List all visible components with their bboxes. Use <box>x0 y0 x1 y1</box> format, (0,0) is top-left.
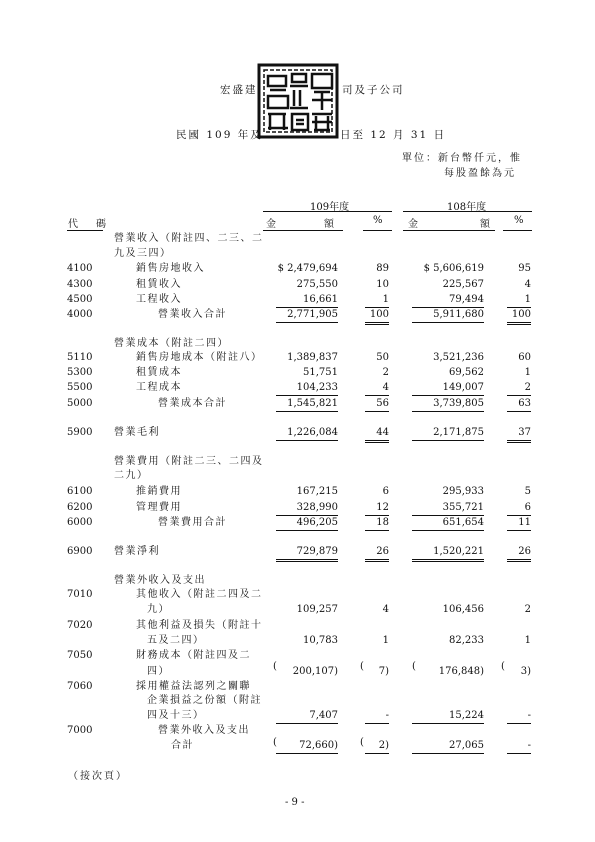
row-label: 營業毛利 <box>114 427 160 438</box>
row-label: 營業收入（附註四、二三、二 <box>114 233 264 244</box>
amount-108: 1,520,221 <box>412 544 484 562</box>
amount-109: 275,550 <box>296 279 338 290</box>
company-seal-stamp <box>256 62 340 140</box>
table-row <box>0 307 595 322</box>
percent-108: 4 <box>524 279 531 290</box>
period-left: 民國 109 年及 <box>176 129 263 141</box>
percent-109: 1 <box>382 635 389 646</box>
percent-109: 2) <box>365 738 389 754</box>
amount-108: 3,521,236 <box>433 352 484 363</box>
percent-108: 63 <box>507 396 531 412</box>
amount-header-108-right: 額 <box>480 219 490 230</box>
amount-108: 82,233 <box>449 635 484 646</box>
row-code: 7010 <box>67 589 93 600</box>
amount-108: 79,494 <box>412 292 484 308</box>
percent-109: 2 <box>382 367 389 378</box>
row-label: 四及十三） <box>147 710 205 721</box>
table-row <box>0 723 595 738</box>
percent-109: - <box>365 708 389 724</box>
row-code: 4500 <box>67 294 93 305</box>
amount-108: 27,065 <box>412 738 484 754</box>
percent-109: 18 <box>365 515 389 531</box>
percent-108: - <box>507 708 531 724</box>
table-row <box>0 231 595 246</box>
row-code: 6900 <box>67 546 93 557</box>
table-row <box>0 277 595 292</box>
percent-109: 100 <box>365 307 389 325</box>
percent-109: 89 <box>376 263 389 274</box>
row-code: 4000 <box>67 309 93 320</box>
percent-108: 6 <box>507 500 531 516</box>
year-header-108: 108年度 <box>447 202 487 213</box>
row-label: 營業淨利 <box>114 546 160 557</box>
row-label: 營業外收入及支出 <box>114 575 206 586</box>
row-label: 營業收入合計 <box>158 309 227 320</box>
amount-108: 651,654 <box>412 515 484 531</box>
table-row <box>0 544 595 559</box>
amount-108: 15,224 <box>412 708 484 724</box>
row-label: 五及二四） <box>147 635 205 646</box>
table-row <box>0 738 595 753</box>
percent-108: 60 <box>518 352 531 363</box>
table-row <box>0 515 595 530</box>
amount-108: 295,933 <box>442 486 484 497</box>
row-label: 營業成本合計 <box>158 398 227 409</box>
row-code: 4300 <box>67 279 93 290</box>
table-row <box>0 587 595 602</box>
percent-108: - <box>507 738 531 754</box>
amount-header-109-left: 金 <box>266 219 276 230</box>
year-header-109: 109年度 <box>310 202 350 213</box>
row-label: 二九） <box>114 470 149 481</box>
table-row <box>0 633 595 648</box>
row-label: 租賃收入 <box>136 279 182 290</box>
row-label: 九及三四） <box>114 248 172 259</box>
open-paren-7000-109: ( <box>273 737 277 748</box>
amount-109: 2,771,905 <box>276 307 338 323</box>
percent-109: 6 <box>382 486 389 497</box>
amount-109: 496,205 <box>276 515 338 531</box>
percent-109: 26 <box>365 544 389 562</box>
unit-line-1: 單位：新台幣仟元，惟 <box>402 153 522 164</box>
row-label: 租賃成本 <box>136 367 182 378</box>
row-code: 4100 <box>67 263 93 274</box>
percent-109: 1 <box>365 292 389 308</box>
table-row <box>0 246 595 261</box>
row-label: 九） <box>147 604 170 615</box>
table-row <box>0 365 595 380</box>
row-label: 四） <box>147 666 170 677</box>
percent-header-109: % <box>373 215 383 226</box>
table-row <box>0 468 595 483</box>
table-row <box>0 500 595 515</box>
table-row <box>0 679 595 694</box>
continued-note: （接次頁） <box>68 771 128 782</box>
company-name-left: 宏盛建 <box>220 84 258 96</box>
amount-109: 16,661 <box>276 292 338 308</box>
table-row <box>0 425 595 440</box>
amount-109: 729,879 <box>276 544 338 562</box>
table-row <box>0 261 595 276</box>
percent-108: 1 <box>524 367 531 378</box>
amount-108: 3,739,805 <box>412 396 484 412</box>
amount-108: 5,911,680 <box>412 307 484 323</box>
amount-header-108-left: 金 <box>408 219 418 230</box>
period-right: 日至 12 月 31 日 <box>340 129 447 141</box>
row-code: 5500 <box>67 382 93 393</box>
amount-109: 200,107) <box>292 666 338 677</box>
amount-109: 1,226,084 <box>276 425 338 441</box>
percent-108: 1 <box>507 292 531 308</box>
table-row <box>0 380 595 395</box>
table-row <box>0 396 595 411</box>
amount-109: 1,545,821 <box>276 396 338 412</box>
row-label: 採用權益法認列之關聯 <box>136 681 251 692</box>
row-label: 營業費用合計 <box>158 517 227 528</box>
percent-109: 44 <box>365 425 389 443</box>
row-label: 工程成本 <box>136 382 182 393</box>
row-label: 管理費用 <box>136 502 182 513</box>
percent-108: 2 <box>507 380 531 396</box>
table-row <box>0 350 595 365</box>
amount-108: 225,567 <box>442 279 484 290</box>
row-code: 5000 <box>67 398 93 409</box>
row-label: 推銷費用 <box>136 486 182 497</box>
row-code: 7020 <box>67 620 93 631</box>
percent-109: 56 <box>365 396 389 412</box>
percent-109: 7) <box>378 666 389 677</box>
percent-108: 11 <box>507 515 531 531</box>
table-row <box>0 484 595 499</box>
row-label: 營業成本（附註二四） <box>114 338 229 349</box>
percent-108: 26 <box>507 544 531 562</box>
percent-109: 12 <box>365 500 389 516</box>
open-paren-7050-109-pct: ( <box>360 661 364 672</box>
percent-108: 3) <box>520 666 531 677</box>
amount-109: 167,215 <box>296 486 338 497</box>
amount-109: 51,751 <box>303 367 338 378</box>
percent-108: 37 <box>507 425 531 443</box>
row-label: 營業費用（附註二三、二四及 <box>114 456 264 467</box>
table-row <box>0 648 595 663</box>
row-label: 其他利益及損失（附註十 <box>136 620 263 631</box>
amount-109: 7,407 <box>276 708 338 724</box>
table-row <box>0 618 595 633</box>
table-row <box>0 573 595 588</box>
amount-109: 72,660) <box>276 738 338 754</box>
amount-108: 2,171,875 <box>412 425 484 441</box>
percent-108: 2 <box>524 604 531 615</box>
row-code: 7050 <box>67 650 93 661</box>
amount-108: 106,456 <box>442 604 484 615</box>
code-header: 代 碼 <box>68 219 110 230</box>
open-paren-7050-108-pct: ( <box>501 661 505 672</box>
row-code: 6000 <box>67 517 93 528</box>
amount-109: 104,233 <box>276 380 338 396</box>
amount-108: 69,562 <box>449 367 484 378</box>
row-label: 其他收入（附註二四及二 <box>136 589 263 600</box>
row-label: 合計 <box>171 740 194 751</box>
amount-109: $ 2,479,694 <box>277 263 338 274</box>
amount-109: 109,257 <box>296 604 338 615</box>
percent-108: 5 <box>524 486 531 497</box>
percent-109: 4 <box>382 604 389 615</box>
row-code: 5110 <box>67 352 93 363</box>
unit-line-2: 每股盈餘為元 <box>444 168 516 179</box>
table-row <box>0 664 595 679</box>
open-paren-7050-109: ( <box>273 661 277 672</box>
percent-109: 10 <box>376 279 389 290</box>
percent-108: 1 <box>524 635 531 646</box>
table-row <box>0 292 595 307</box>
percent-header-108: % <box>514 215 524 226</box>
row-code: 6100 <box>67 486 93 497</box>
row-label: 銷售房地收入 <box>136 263 205 274</box>
row-label: 銷售房地成本（附註八） <box>136 352 263 363</box>
row-code: 5900 <box>67 427 93 438</box>
open-paren-7050-108: ( <box>412 661 416 672</box>
amount-108: 149,007 <box>412 380 484 396</box>
percent-109: 50 <box>376 352 389 363</box>
table-row <box>0 454 595 469</box>
table-row <box>0 708 595 723</box>
amount-108: $ 5,606,619 <box>423 263 484 274</box>
company-name-right: 司及子公司 <box>342 84 405 96</box>
percent-108: 100 <box>507 307 531 325</box>
amount-109: 1,389,837 <box>287 352 338 363</box>
table-row <box>0 336 595 351</box>
amount-header-109-right: 額 <box>324 219 334 230</box>
amount-109: 10,783 <box>303 635 338 646</box>
row-code: 7000 <box>67 725 93 736</box>
year-109-rule <box>263 211 392 212</box>
table-row <box>0 602 595 617</box>
row-label: 財務成本（附註四及二 <box>136 650 251 661</box>
table-row <box>0 693 595 708</box>
row-label: 工程收入 <box>136 294 182 305</box>
page-number: - 9 - <box>285 797 305 808</box>
percent-108: 95 <box>518 263 531 274</box>
amount-109: 328,990 <box>276 500 338 516</box>
row-code: 6200 <box>67 502 93 513</box>
year-108-rule <box>403 211 532 212</box>
row-code: 5300 <box>67 367 93 378</box>
open-paren-7000-109-pct: ( <box>360 737 364 748</box>
percent-109: 4 <box>365 380 389 396</box>
row-label: 企業損益之份額（附註 <box>147 695 262 706</box>
amount-108: 355,721 <box>412 500 484 516</box>
amount-108: 176,848) <box>438 666 484 677</box>
row-label: 營業外收入及支出 <box>158 725 250 736</box>
row-code: 7060 <box>67 681 93 692</box>
